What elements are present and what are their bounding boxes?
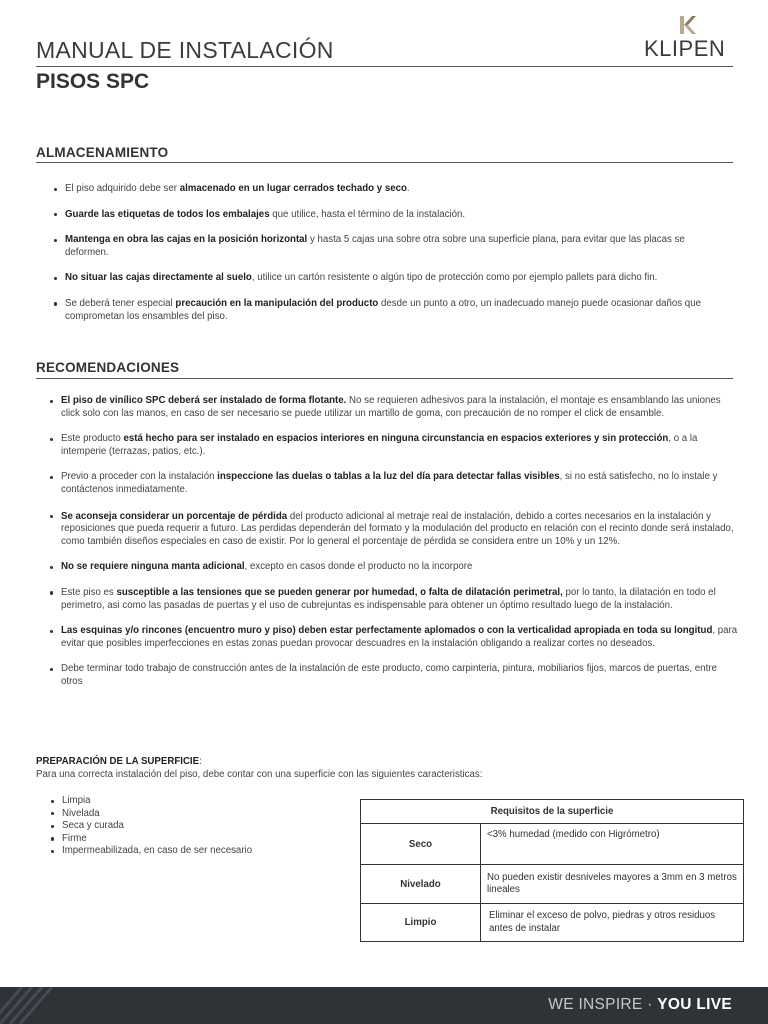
table-row-label: Seco: [361, 824, 481, 865]
list-item: [61, 395, 741, 420]
section-divider: [36, 378, 733, 379]
bold-text: No se requiere ninguna manta adicional: [61, 561, 245, 573]
text-run: .: [406, 183, 410, 194]
document-header: [36, 36, 733, 64]
text-run: , excepto en casos donde el producto no la incorpore: [244, 561, 473, 573]
surface-requirements-table: [360, 799, 744, 942]
text-run: No se requieren adhesivos para la instalación, el montaje es ensamblando las uniones click solo con las manos, en caso de ser necesario se puede utilizar un martillo de goma, con precaución de no romper el click de ensamble.: [61, 395, 721, 419]
table-row-value: No pueden existir desniveles mayores a 3mm en 3 metros lineales: [481, 865, 744, 904]
preparacion-title-text: PREPARACIÓN DE LA SUPERFICIE: [36, 756, 200, 767]
text-run: que utilice, hasta el término de la instalación.: [269, 208, 466, 220]
text-run: Debe terminar todo trabajo de construcción antes de la instalación de este producto, como carpinteria, pintura, mobiliarios fijos, marcos de puertas, entre otros: [61, 663, 717, 687]
text-run: , utilice un cartón resistente o algún tipo de protección como por ejemplo pallets para dicho fin.: [251, 272, 658, 284]
text-run: y hasta 5 cajas una sobre otra sobre una superficie plana, para evitar que las placas se deformen.: [65, 234, 685, 258]
text-run: Se deberá tener especial: [65, 297, 176, 309]
text-run: , o a la intemperie (terrazas, patios, etc.).: [61, 433, 698, 457]
table-row: [361, 865, 744, 904]
text-run: , para evitar que posibles imperfecciones en estas zonas puedan provocar descuadres en la instalación obligando a realizar cortes no deseados.: [61, 625, 738, 649]
text-run: Este producto: [61, 433, 124, 445]
list-item: Firme: [62, 833, 252, 846]
bold-text: No situar las cajas directamente al suelo: [65, 272, 252, 284]
document-subtitle: PISOS SPC: [36, 70, 150, 93]
slogan-separator: ·: [642, 996, 658, 1013]
list-item: [65, 234, 725, 259]
list-item: [61, 471, 741, 496]
almacenamiento-list: [65, 183, 725, 323]
bold-text: Las esquinas y/o rincones (encuentro muro y piso) deben estar perfectamente aplomados o con la verticalidad apropiada en toda su longitud: [61, 625, 713, 637]
list-item: [61, 511, 741, 549]
text-run: El piso adquirido debe ser: [65, 183, 180, 194]
text-run: del producto adicional al metraje real de instalación, debido a cortes necesarios en la instalación y reposiciones que pueda requerir a futuro. Las perdidas dependerán del formato y la modulación del producto en relación con el recinto donde será instalado, como también diseños especiales en caso de existir. Por lo general el porcentaje de pérdida se considera entre un 10% y un 12%.: [61, 510, 734, 547]
surface-characteristics-list: [62, 795, 252, 858]
preparacion-title-suffix: :: [199, 756, 202, 767]
preparacion-title: [36, 756, 202, 767]
section-divider: [36, 162, 733, 163]
footer-bar: [0, 987, 768, 1024]
bold-text: almacenado en un lugar cerrados techado y seco: [179, 183, 407, 194]
text-run: Previo a proceder con la instalación: [61, 471, 218, 483]
bold-text: está hecho para ser instalado en espacios interiores en ninguna circunstancia en espacios exteriores y sin protección: [123, 433, 669, 445]
slogan-part-a: WE INSPIRE: [548, 996, 643, 1013]
list-item: Seca y curada: [62, 820, 252, 833]
list-item: [65, 209, 725, 222]
preparacion-intro: Para una correcta instalación del piso, debe contar con una superficie con las siguientes caracteristicas:: [36, 769, 483, 780]
header-divider: [36, 66, 733, 67]
recomendaciones-list: [61, 395, 741, 689]
bold-text: precaución en la manipulación del producto: [175, 297, 379, 309]
table-row: [361, 824, 744, 865]
list-item: Nivelada: [62, 808, 252, 821]
table-header: Requisitos de la superficie: [361, 800, 744, 824]
list-item: [65, 298, 725, 323]
bold-text: susceptible a las tensiones que se pueden generar por humedad, o falta de dilatación perimetral,: [116, 586, 563, 598]
bold-text: Guarde las etiquetas de todos los embalajes: [65, 208, 270, 220]
bold-text: El piso de vinílico SPC deberá ser instalado de forma flotante.: [61, 395, 347, 406]
list-item: [65, 272, 725, 285]
list-item: [61, 587, 741, 612]
text-run: Este piso es: [61, 586, 117, 598]
list-item: [61, 625, 741, 650]
footer-slogan: [548, 996, 732, 1014]
list-item: [61, 663, 741, 688]
slogan-part-b: YOU LIVE: [657, 996, 732, 1013]
footer-stripes-decoration-icon: [0, 987, 60, 1024]
list-item: [61, 433, 741, 458]
table-row-label: Limpio: [361, 904, 481, 942]
text-run: , si no está satisfecho, no lo instale y contáctenos inmediatamente.: [61, 471, 718, 495]
list-item: [65, 183, 725, 196]
table-row-value: <3% humedad (medido con Higrómetro): [481, 824, 744, 865]
text-run: desde un punto a otro, un inadecuado manejo puede ocasionar daños que comprometan los ensambles del piso.: [65, 297, 701, 322]
list-item: [61, 561, 741, 574]
bold-text: inspeccione las duelas o tablas a la luz del día para detectar fallas visibles: [217, 471, 560, 483]
klipen-logo: [642, 16, 734, 60]
table-row-value: Eliminar el exceso de polvo, piedras y otros residuos antes de instalar: [481, 904, 744, 942]
text-run: por lo tanto, la dilatación en todo el perimetro, asi como las pasadas de puertas y el uso de cubrejuntas es indispensable para obtener un óptimo resultado luego de la instalación.: [61, 586, 716, 611]
logo-k-mark-icon: [678, 16, 698, 34]
logo-wordmark: KLIPEN: [644, 36, 726, 61]
table-row-label: Nivelado: [361, 865, 481, 904]
list-item: Limpia: [62, 795, 252, 808]
bold-text: Se aconseja considerar un porcentaje de pérdida: [61, 510, 288, 522]
table-row: [361, 904, 744, 942]
list-item: Impermeabilizada, en caso de ser necesario: [62, 845, 253, 857]
document-title: MANUAL DE INSTALACIÓN: [36, 37, 334, 63]
bold-text: Mantenga en obra las cajas en la posición horizontal: [65, 234, 308, 246]
section-heading-almacenamiento: ALMACENAMIENTO: [36, 145, 169, 160]
section-heading-recomendaciones: RECOMENDACIONES: [36, 360, 180, 375]
